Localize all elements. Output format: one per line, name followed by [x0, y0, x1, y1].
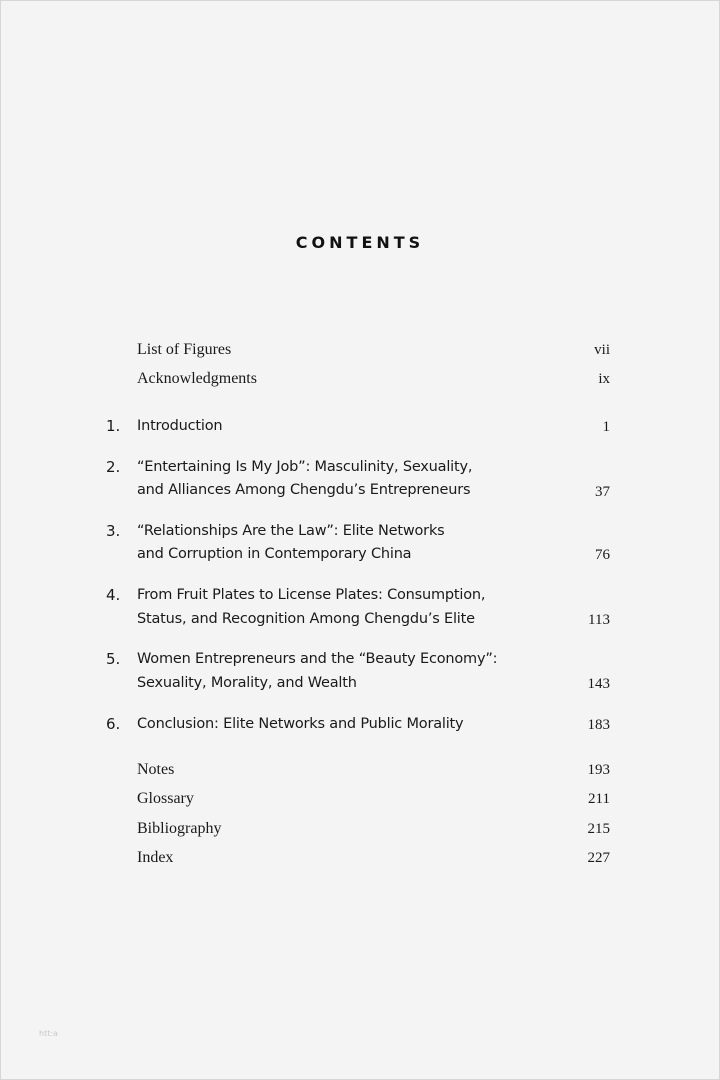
toc-entry-page: vii: [594, 342, 610, 358]
chapter-title-line: Women Entrepreneurs and the “Beauty Economy”:: [137, 651, 498, 667]
toc-entry-page: 211: [588, 791, 610, 807]
chapter-title-line: “Relationships Are the Law”: Elite Networks: [137, 523, 445, 539]
toc-entry-label: Notes: [137, 761, 175, 778]
toc-entry-label: Glossary: [137, 790, 194, 807]
chapter-number: 6.: [106, 715, 121, 733]
chapter-number: 2.: [106, 458, 121, 476]
chapter-title-line: “Entertaining Is My Job”: Masculinity, Sexuality,: [137, 459, 473, 475]
toc-entry-page: ix: [598, 371, 610, 387]
toc-entry-label: List of Figures: [137, 341, 232, 358]
chapter-number: 5.: [106, 650, 121, 668]
chapter-page: 37: [595, 484, 610, 500]
chapter-number: 1.: [106, 417, 121, 435]
chapter-number: 4.: [106, 586, 121, 604]
chapter-title-line: Introduction: [137, 418, 223, 434]
chapter-page: 1: [602, 419, 610, 435]
toc-entry-page: 193: [587, 762, 610, 778]
chapter-title-line: Sexuality, Morality, and Wealth: [137, 675, 357, 691]
chapter-title-line: and Alliances Among Chengdu’s Entrepreneurs: [137, 482, 471, 498]
toc-entry-label: Acknowledgments: [137, 370, 257, 387]
footer-mark: htt:a: [39, 1029, 58, 1038]
chapter-page: 183: [587, 717, 610, 733]
toc-entry-page: 215: [587, 821, 610, 837]
chapter-title-line: Conclusion: Elite Networks and Public Morality: [137, 716, 464, 732]
toc-entry-label: Bibliography: [137, 820, 222, 837]
toc-entry-label: Index: [137, 849, 174, 866]
chapter-title-line: Status, and Recognition Among Chengdu’s Elite: [137, 611, 475, 627]
chapter-page: 76: [595, 547, 610, 563]
toc-entry-page: 227: [587, 850, 610, 866]
chapter-title-line: and Corruption in Contemporary China: [137, 546, 412, 562]
chapter-number: 3.: [106, 522, 121, 540]
chapter-title-line: From Fruit Plates to License Plates: Consumption,: [137, 587, 486, 603]
chapter-page: 143: [587, 676, 610, 692]
contents-title: CONTENTS: [295, 233, 425, 252]
chapter-page: 113: [588, 612, 610, 628]
